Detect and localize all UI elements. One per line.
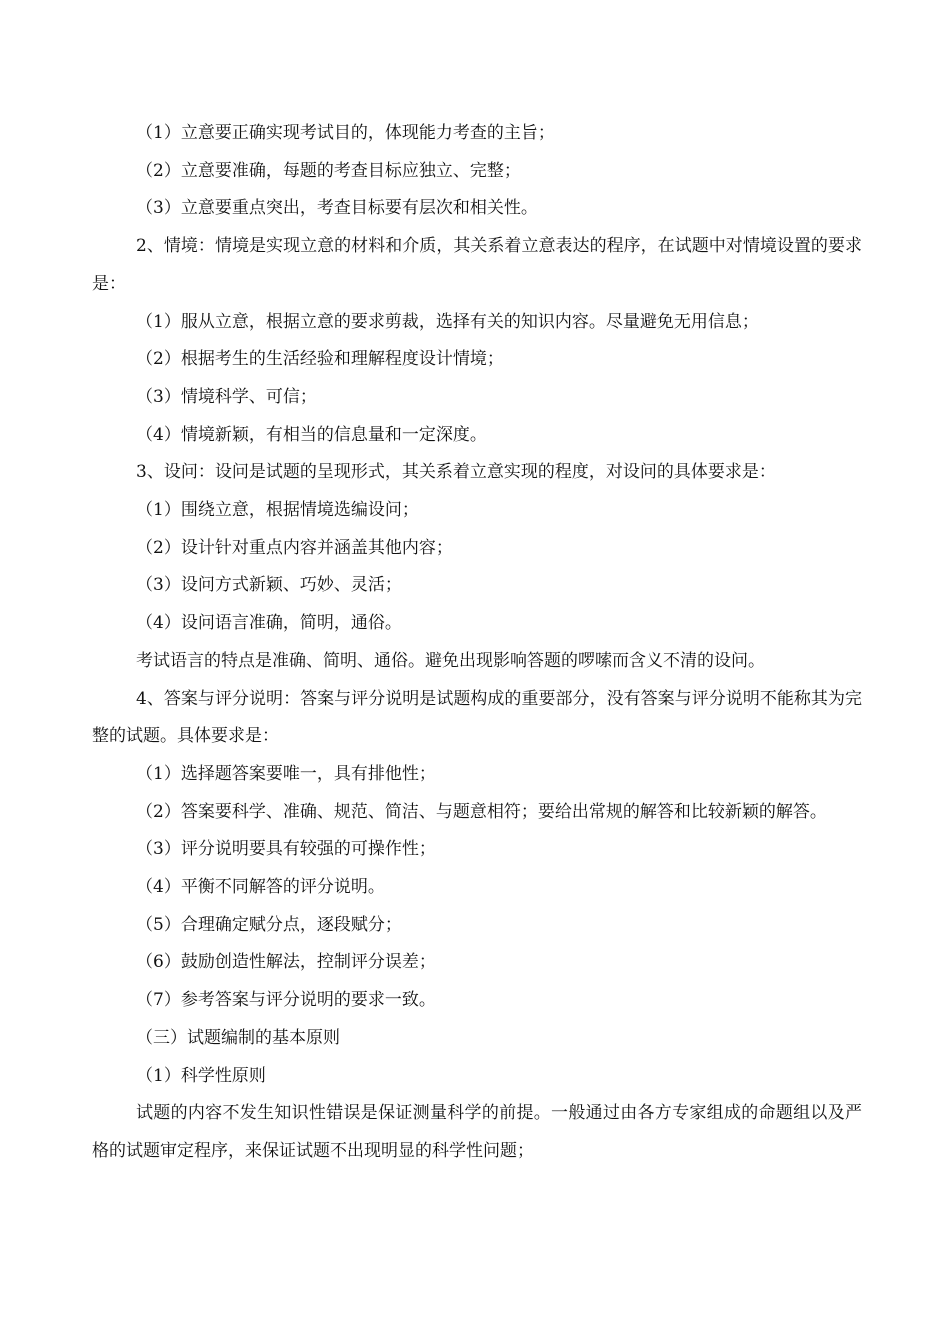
paragraph-10: （1）围绕立意，根据情境选编设问； xyxy=(136,500,419,521)
paragraph-14: 考试语言的特点是准确、简明、通俗。避免出现影响答题的啰嗦而含义不清的设问。 xyxy=(136,650,765,671)
paragraph-6: （2）根据考生的生活经验和理解程度设计情境； xyxy=(136,349,504,370)
paragraph-16: （1）选择题答案要唯一，具有排他性； xyxy=(136,763,436,784)
paragraph-3: （3）立意要重点突出，考查目标要有层次和相关性。 xyxy=(136,198,538,219)
paragraph-7: （3）情境科学、可信； xyxy=(136,386,317,407)
section-heading: （三）试题编制的基本原则 xyxy=(136,1027,340,1048)
paragraph-20: （5）合理确定赋分点，逐段赋分； xyxy=(136,914,402,935)
paragraph-12: （3）设问方式新颖、巧妙、灵活； xyxy=(136,575,402,596)
paragraph-18: （3）评分说明要具有较强的可操作性； xyxy=(136,839,436,860)
paragraph-13: （4）设问语言准确，简明，通俗。 xyxy=(136,613,402,634)
paragraph-22: （7）参考答案与评分说明的要求一致。 xyxy=(136,990,436,1011)
document-body xyxy=(92,115,862,1171)
paragraph-8: （4）情境新颖，有相当的信息量和一定深度。 xyxy=(136,424,487,445)
paragraph-25: 试题的内容不发生知识性错误是保证测量科学的前提。一般通过由各方专家组成的命题组以及严格的试题审定程序，来保证试题不出现明显的科学性问题； xyxy=(92,1103,862,1161)
paragraph-21: （6）鼓励创造性解法，控制评分误差； xyxy=(136,952,436,973)
paragraph-2: （2）立意要准确，每题的考查目标应独立、完整； xyxy=(136,160,521,181)
paragraph-19: （4）平衡不同解答的评分说明。 xyxy=(136,877,385,898)
paragraph-9: 3、设问：设问是试题的呈现形式，其关系着立意实现的程度，对设问的具体要求是： xyxy=(136,462,776,483)
paragraph-17: （2）答案要科学、准确、规范、简洁、与题意相符；要给出常规的解答和比较新颖的解答。 xyxy=(136,801,827,822)
paragraph-5: （1）服从立意，根据立意的要求剪裁，选择有关的知识内容。尽量避免无用信息； xyxy=(136,311,759,332)
paragraph-1: （1）立意要正确实现考试目的，体现能力考查的主旨； xyxy=(136,123,555,143)
paragraph-15: 4、答案与评分说明：答案与评分说明是试题构成的重要部分，没有答案与评分说明不能称其为完整的试题。具体要求是： xyxy=(92,688,862,747)
paragraph-11: （2）设计针对重点内容并涵盖其他内容； xyxy=(136,537,453,558)
paragraph-4: 2、情境：情境是实现立意的材料和介质，其关系着立意表达的程序，在试题中对情境设置的要求是： xyxy=(92,236,862,294)
subsection-heading: （1）科学性原则 xyxy=(136,1065,266,1086)
